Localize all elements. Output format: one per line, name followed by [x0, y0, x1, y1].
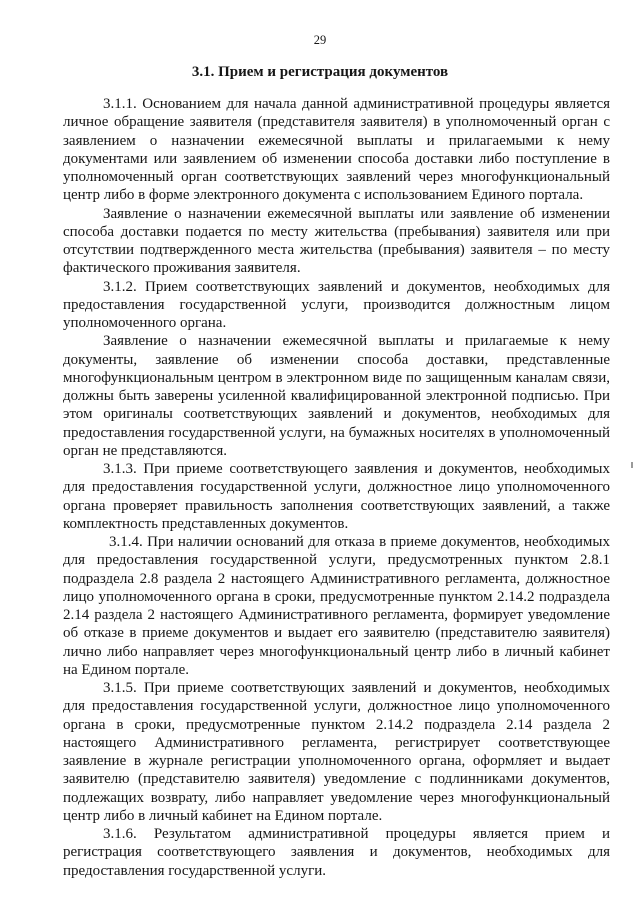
paragraph-3-1-2: 3.1.2. Прием соответствующих заявлений и документов, необходимых для предоставления государственной услуги, производится должностным лицом уполномоченного органа. [63, 278, 610, 331]
paragraph-3-1-3: 3.1.3. При приеме соответствующего заявления и документов, необходимых для предоставления государственной услуги, должностное лицо уполномоченного органа проверяет правильность заполнения соответствующих заявлений, а также комплектность представленных документов. [63, 461, 610, 532]
paragraph-electronic-documents: Заявление о назначении ежемесячной выплаты и прилагаемые к нему документы, заявление об изменении способа доставки, представленные многофункциональным центром в электронном виде по защищенным каналам связи, должны быть заверены усиленной квалифицированной электронной подписью. При этом оригиналы соответствующих заявлений и документов, необходимых для предоставления государственной услуги, на бумажных носителях в уполномоченный орган не представляются. [63, 333, 610, 459]
paragraph-3-1-4: 3.1.4. При наличии оснований для отказа в приеме документов, необходимых для предоставления государственной услуги, предусмотренных пунктом 2.8.1 подраздела 2.8 раздела 2 настоящего Административного регламента, должностное лицо уполномоченного органа в сроки, предусмотренные пунктом 2.14.2 подраздела 2.14 раздела 2 настоящего Административного регламента, формирует уведомление об отказе в приеме документов и выдает его заявителю (представителю заявителя) лично либо направляет через многофункциональный центр либо в личный кабинет на Едином портале. [63, 534, 610, 678]
paragraph-3-1-1: 3.1.1. Основанием для начала данной административной процедуры является личное обращение заявителя (представителя заявителя) в уполномоченный орган с заявлением о назначении ежемесячной выплаты и прилагаемыми к нему документами или заявлением об изменении способа доставки либо поступление в уполномоченный орган соответствующих заявлений через многофункциональный центр либо в форме электронного документа с использованием Единого портала. [63, 96, 610, 204]
paragraph-3-1-6: 3.1.6. Результатом административной процедуры является прием и регистрация соответствующего заявления и документов, необходимых для предоставления государственной услуги. [63, 826, 610, 879]
document-body [63, 95, 610, 880]
paragraph-3-1-5: 3.1.5. При приеме соответствующих заявлений и документов, необходимых для предоставления государственной услуги, должностное лицо уполномоченного органа в сроки, предусмотренные пунктом 2.14.2 подраздела 2.14 раздела 2 настоящего Административного регламента, регистрирует соответствующее заявление в журнале регистрации уполномоченного органа, оформляет и выдает заявителю (представителю заявителя) уведомление с подлинниками документов, подлежащих возврату, либо направляет уведомление через многофункциональный центр либо в личный кабинет на Едином портале. [63, 680, 610, 824]
scan-mark [631, 462, 633, 468]
page-number: 29 [313, 33, 327, 47]
paragraph-application-place: Заявление о назначении ежемесячной выплаты или заявление об изменении способа доставки подается по месту жительства (пребывания) заявителя или при отсутствии подтвержденного места жительства (пребывания) заявителя – по месту фактического проживания заявителя. [63, 205, 610, 277]
section-title: 3.1. Прием и регистрация документов [191, 64, 449, 80]
